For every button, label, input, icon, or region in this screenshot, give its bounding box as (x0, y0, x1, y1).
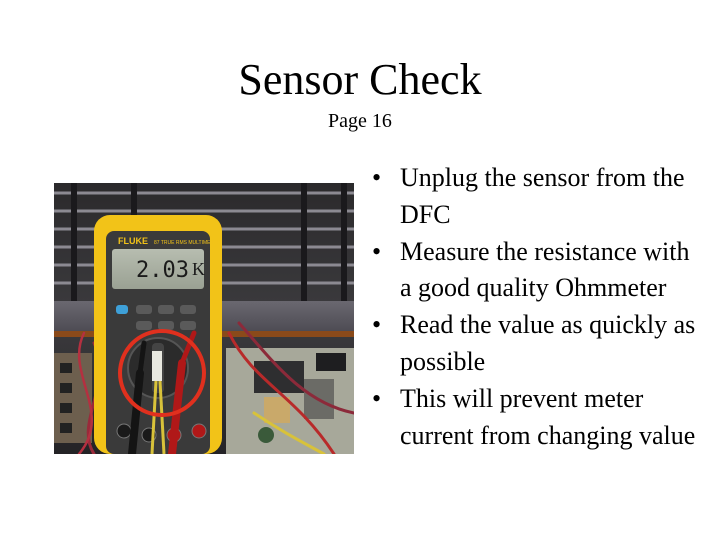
bullet-list (366, 160, 696, 454)
bullet-text: Read the value as quickly as possible (400, 310, 696, 376)
page-title: Sensor Check (238, 55, 482, 104)
model-label: 87 TRUE RMS MULTIMETER (154, 240, 221, 246)
bullet-text: Measure the resistance with a good quality Ohmmeter (400, 236, 690, 303)
bullet-item (366, 160, 696, 234)
bullet-item (366, 234, 696, 308)
bullet-glyph: • (372, 163, 382, 192)
unit-label: K (192, 259, 205, 279)
bullet-text: Unplug the sensor from the DFC (400, 163, 685, 229)
bullet-item (366, 307, 696, 381)
bullet-item (366, 381, 696, 455)
terminal-block (54, 353, 92, 443)
bullet-text: This will prevent meter current from changing value (400, 383, 696, 450)
bullet-glyph: • (372, 383, 382, 413)
brand-label: FLUKE (118, 236, 148, 246)
multimeter (94, 215, 222, 454)
bullet-glyph: • (372, 310, 382, 340)
page-subtitle: Page 16 (328, 110, 392, 132)
bullet-glyph: • (372, 236, 382, 266)
multimeter-photo (54, 183, 354, 454)
display-value: 2.03 (136, 258, 189, 283)
